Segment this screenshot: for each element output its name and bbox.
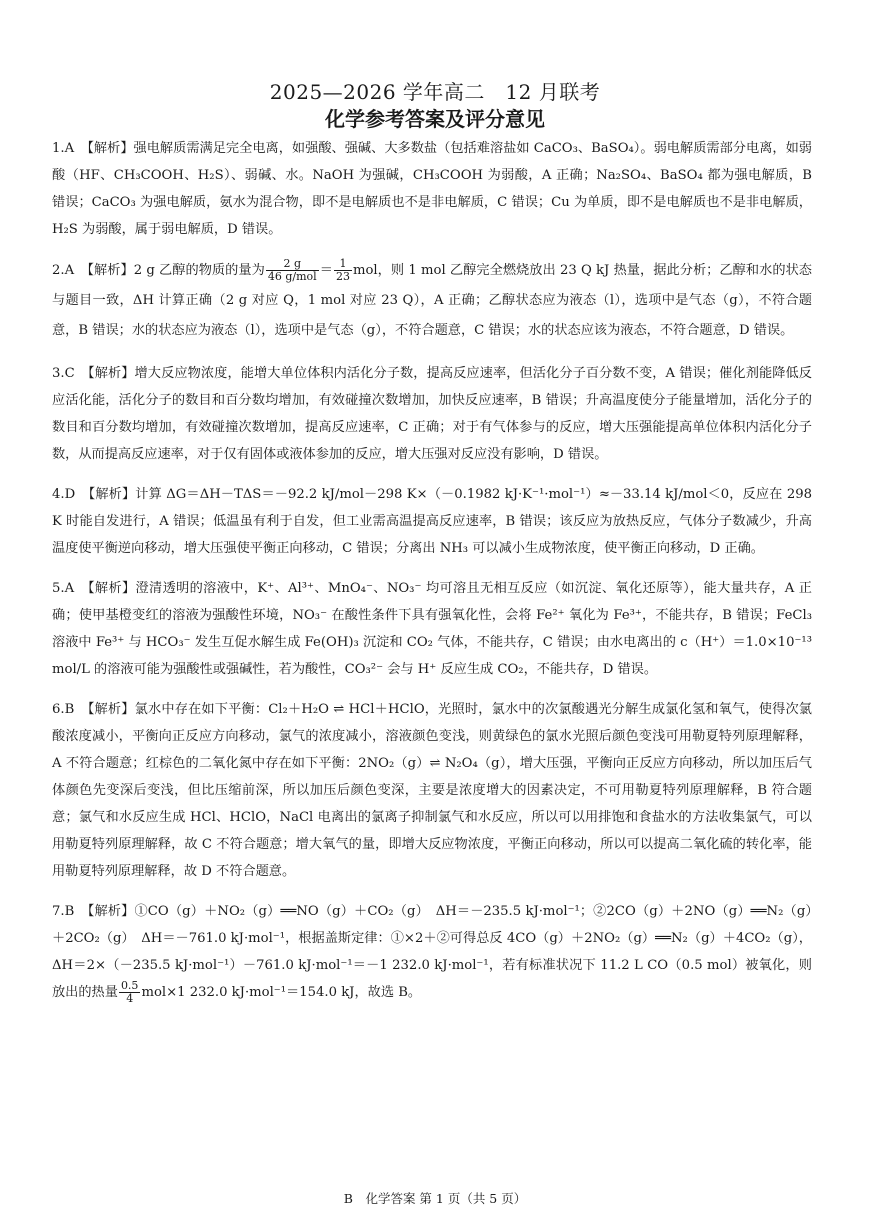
fraction-1-over-23: $\frac{1}{23}$ bbox=[335, 257, 350, 284]
answer-q7 bbox=[52, 898, 812, 1006]
answer-q2-after: mol，则 1 mol 乙醇完全燃烧放出 23 Q kJ 热量，据此分析；乙醇和水的状态与题目一致，ΔH 计算正确（2 g 对应 Q，1 mol 对应 23 Q），A 正确；乙醇状态应为液态（l），选项中是气态（g），不符合题意，B 错误；水的状态应为液态（l），选项中是气态（g），不符合题意，C 错误；水的状态应该为液态，不符合题意，D 错误。 bbox=[52, 263, 812, 339]
answer-q5: 5.A 【解析】澄清透明的溶液中，K⁺、Al³⁺、MnO₄⁻、NO₃⁻ 均可溶且无相互反应（如沉淀、氧化还原等），能大量共存，A 正确；使甲基橙变红的溶液为强酸性环境，NO₃⁻ 在酸性条件下具有强氧化性，会将 Fe²⁺ 氧化为 Fe³⁺，不能共存，B 错误；FeCl₃ 溶液中 Fe³⁺ 与 HCO₃⁻ 发生互促水解生成 Fe(OH)₃ 沉淀和 CO₂ 气体，不能共存，C 错误；由水电离出的 c（H⁺）＝1.0×10⁻¹³ mol/L 的溶液可能为强酸性或强碱性，若为酸性，CO₃²⁻ 会与 H⁺ 反应生成 CO₂，不能共存，D 错误。 bbox=[52, 580, 812, 677]
answer-q7-before: 7.B 【解析】①CO（g）＋NO₂（g）══NO（g）＋CO₂（g） ΔH＝－235.5 kJ·mol⁻¹；②2CO（g）＋2NO（g）══N₂（g）＋2CO₂（g） ΔH＝－761.0 kJ·mol⁻¹，根据盖斯定律：①×2＋②可得总反 4CO（g）＋2NO₂（g）══N₂（g）＋4CO₂（g），ΔH＝2×（－235.5 kJ·mol⁻¹）－761.0 kJ·mol⁻¹＝－1 232.0 kJ·mol⁻¹，若有标准状况下 11.2 L CO（0.5 mol）被氧化，则放出的热量 bbox=[52, 904, 812, 1001]
fraction-0.5-over-4: $\frac{0.5}{4}$ bbox=[120, 979, 139, 1006]
answer-q6: 6.B 【解析】氯水中存在如下平衡：Cl₂＋H₂O ⇌ HCl＋HClO，光照时，氯水中的次氯酸遇光分解生成氯化氢和氧气，使得次氯酸浓度减小，平衡向正反应方向移动，氯气的浓度减小，溶液颜色变浅，则黄绿色的氯水光照后颜色变浅可用勒夏特列原理解释，A 不符合题意；红棕色的二氧化氮中存在如下平衡：2NO₂（g）⇌ N₂O₄（g），增大压强，平衡向正反应方向移动，所以加压后气体颜色先变深后变浅，但比压缩前深，所以加压后颜色变深，主要是浓度增大的因素决定，不可用勒夏特列原理解释，B 符合题意；氯气和水反应生成 HCl、HClO，NaCl 电离出的氯离子抑制氯气和水反应，所以可以用排饱和食盐水的方法收集氯气，可以用勒夏特列原理解释，故 C 不符合题意；增大氧气的量，即增大反应物浓度，平衡正向移动，所以可以提高二氧化硫的转化率，能用勒夏特列原理解释，故 D 不符合题意。 bbox=[52, 702, 812, 880]
exam-title: 2025—2026 学年高二 12 月联考 bbox=[269, 80, 601, 104]
page-footer: B 化学答案 第 1 页（共 5 页） bbox=[343, 1191, 527, 1206]
answer-q3: 3.C 【解析】增大反应物浓度，能增大单位体积内活化分子数，提高反应速率，但活化分子百分数不变，A 错误；催化剂能降低反应活化能，活化分子的数目和百分数均增加，有效碰撞次数增加，加快反应速率，B 错误；升高温度使分子能量增加，活化分子的数目和百分数均增加，有效碰撞次数增加，提高反应速率，C 正确；对于有气体参与的反应，增大压强能提高单位体积内活化分子数，从而提高反应速率，对于仅有固体或液体参加的反应，增大压强对反应没有影响，D 错误。 bbox=[52, 365, 812, 462]
answer-q1: 1.A 【解析】强电解质需满足完全电离，如强酸、强碱、大多数盐（包括难溶盐如 CaCO₃、BaSO₄）。弱电解质需部分电离，如弱酸（HF、CH₃COOH、H₂S）、弱碱、水。NaOH 为强碱，CH₃COOH 为弱酸，A 正确；Na₂SO₄、BaSO₄ 都为强电解质，B 错误；CaCO₃ 为强电解质，氨水为混合物，即不是电解质也不是非电解质，C 错误；Cu 为单质，即不是电解质也不是非电解质，H₂S 为弱酸，属于弱电解质，D 错误。 bbox=[52, 141, 812, 238]
answer-q2: 2.A 【解析】2 g 乙醇的物质的量为 $\frac{2 g}{\text{46 g/mol}}$ ＝ $\frac{1}{23}$ mol，则 1 mol 乙醇完全燃烧放出 23 Q kJ 热量，据此分析；乙醇和水的状态与题目一致，ΔH 计算正确（2 g 对应 Q，1 mol 对应 23 Q），A 正确；乙醇状态应为液态（l），选项中是气态（g），不符合题意，B 错误；水的状态应为液态（l），选项中是气态（g），不符合题意，C 错误；水的状态应该为液态，不符合题意，D 错误。 bbox=[52, 257, 812, 339]
fraction-2g-over-46: $\frac{2 g}{\text{46 g/mol}}$ bbox=[267, 257, 317, 284]
answer-q7-after: mol×1 232.0 kJ·mol⁻¹＝154.0 kJ，故选 B。 bbox=[141, 985, 422, 1001]
answer-q2-before: 2.A 【解析】2 g 乙醇的物质的量为 bbox=[52, 263, 265, 279]
answer-q4: 4.D 【解析】计算 ΔG＝ΔH－TΔS＝－92.2 kJ/mol－298 K×（－0.1982 kJ·K⁻¹·mol⁻¹）≈－33.14 kJ/mol＜0，反应在 298 K 时能自发进行，A 错误；低温虽有利于自发，但工业需高温提高反应速率，B 错误；该反应为放热反应，气体分子数减少，升高温度使平衡逆向移动，增大压强使平衡正向移动，C 错误；分离出 NH₃ 可以减小生成物浓度，使平衡正向移动，D 正确。 bbox=[52, 486, 812, 556]
document-title: 化学参考答案及评分意见 bbox=[325, 107, 545, 131]
answer-body bbox=[52, 122, 812, 1018]
